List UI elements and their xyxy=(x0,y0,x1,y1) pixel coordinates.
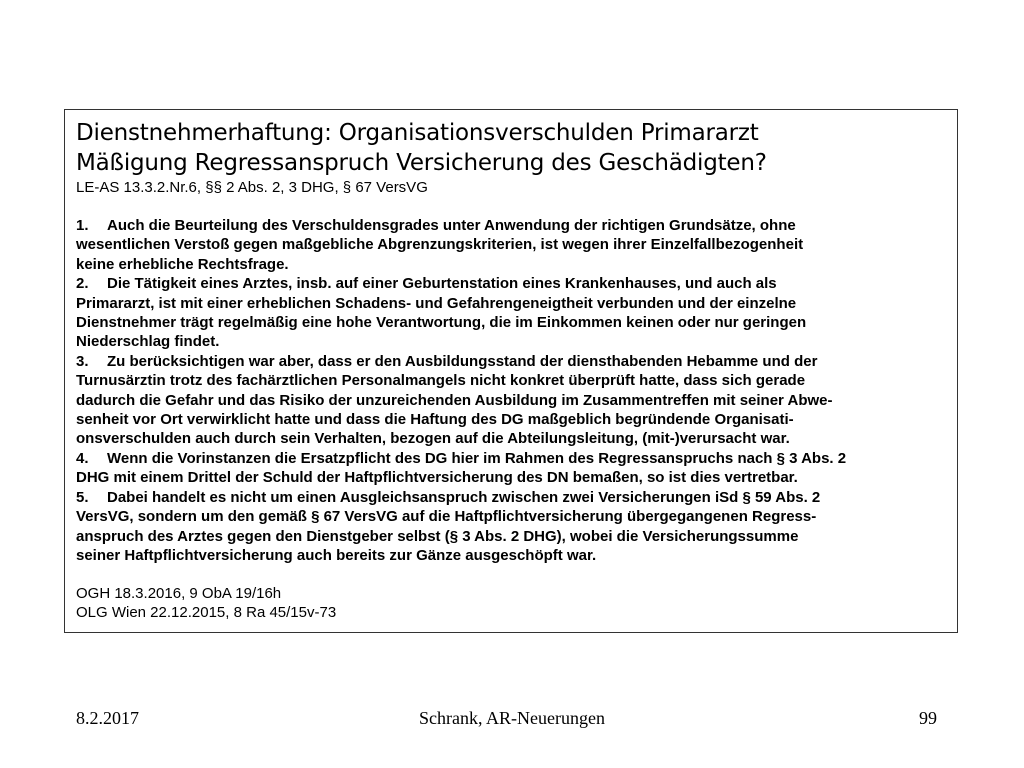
content-box xyxy=(64,109,958,633)
citation-ogh: OGH 18.3.2016, 9 ObA 19/16h xyxy=(76,585,282,603)
legal-reference: LE-AS 13.3.2.Nr.6, §§ 2 Abs. 2, 3 DHG, § 67 VersVG xyxy=(76,179,428,196)
headnote-item-3 xyxy=(76,352,947,449)
item-number: 5. xyxy=(76,488,89,506)
item-text: Auch die Beurteilung des Verschuldensgrades unter Anwendung der richtigen Grundsätze, ohne wesentlichen Verstoß gegen maßgebliche Abgrenzungskriterien, ist wegen ihrer Einzelfallbezogenheit keine erhebliche Rechtsfrage. xyxy=(76,217,804,273)
headnote-item-5 xyxy=(76,488,947,566)
citations xyxy=(76,584,947,622)
item-text: Die Tätigkeit eines Arztes, insb. auf einer Geburtenstation eines Krankenhauses, und auch als Primararzt, ist mit einer erheblichen Schadens- und Gefahrengeneigtheit verbunden und der einzelne Dienstnehmer trägt regelmäßig eine hohe Verantwortung, die im Einkommen keinen oder nur geringen Niederschlag findet. xyxy=(76,275,807,351)
headnote-item-1 xyxy=(76,216,947,274)
item-text: Dabei handelt es nicht um einen Ausgleichsanspruch zwischen zwei Versicherungen iSd § 59 Abs. 2 VersVG, sondern um den gemäß § 67 VersVG auf die Haftpflichtversicherung übergegangenen Regress- anspruch des Arztes gegen den Dienstgeber selbst (§ 3 Abs. 2 DHG), wobei die Versicherungssumme seiner Haftpflichtversicherung auch bereits zur Gänze ausgeschöpft war. xyxy=(76,488,821,564)
item-number: 2. xyxy=(76,275,89,293)
headnote-item-4 xyxy=(76,449,947,488)
item-text: Wenn die Vorinstanzen die Ersatzpflicht des DG hier im Rahmen des Regressanspruchs nach § 3 Abs. 2 DHG mit einem Drittel der Schuld der Haftpflichtversicherung des DN bemaßen, so ist dies vertretbar. xyxy=(76,449,847,487)
item-text: Zu berücksichtigen war aber, dass er den Ausbildungsstand der diensthabenden Hebamme und der Turnusärztin trotz des fachärztlichen Personalmangels nicht konkret überprüft hatte, dass sich gerade dadurch die Gefahr und das Risiko der unzureichenden Ausbildung im Zusammentreffen mit seiner Abwe- senheit vor Ort verwirklicht hatte und dass die Haftung des DG maßgeblich begründende Organisati- onsverschulden auch durch sein Verhalten, bezogen auf die Abteilungsleitung, (mit-)verursacht war. xyxy=(76,352,833,448)
item-number: 3. xyxy=(76,352,89,370)
title-line-2: Mäßigung Regressanspruch Versicherung des Geschädigten? xyxy=(76,150,767,176)
item-number: 4. xyxy=(76,449,89,467)
item-number: 1. xyxy=(76,217,89,234)
footer-page-number: 99 xyxy=(919,708,937,728)
footer-author: Schrank, AR-Neuerungen xyxy=(419,708,605,728)
headnote-list xyxy=(76,216,947,565)
headnote-item-2 xyxy=(76,274,947,352)
title-line-1: Dienstnehmerhaftung: Organisationsverschulden Primararzt xyxy=(76,120,759,146)
citation-olg: OLG Wien 22.12.2015, 8 Ra 45/15v-73 xyxy=(76,604,337,622)
footer-date: 8.2.2017 xyxy=(76,708,139,728)
